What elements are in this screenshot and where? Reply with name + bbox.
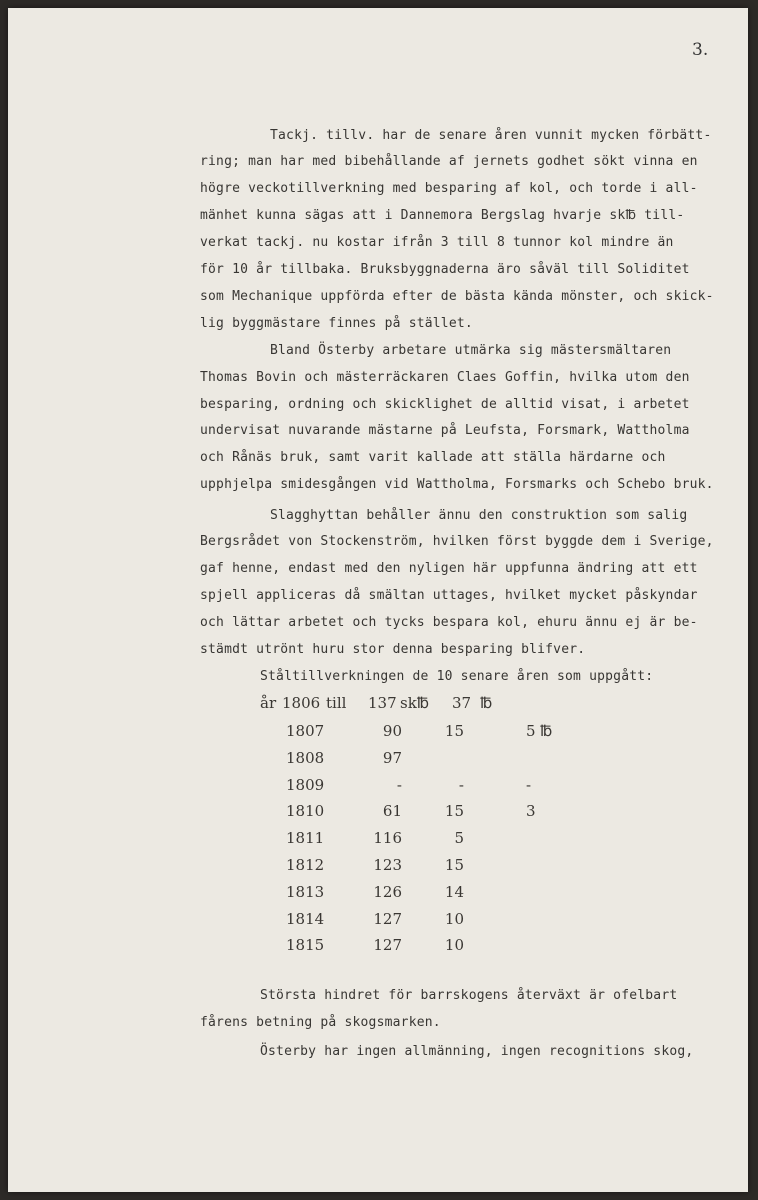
col2-cell: 37 [452, 694, 472, 712]
text-line: som Mechanique uppförda efter de bästa kända mönster, och skick- [200, 289, 714, 304]
col1-cell: 90 [382, 722, 402, 740]
text-line: Thomas Bovin och mästerräckaren Claes Goffin, hvilka utom den [200, 370, 690, 385]
text-line: och lättar arbetet och tycks bespara kol, ehuru ännu ej är be- [200, 615, 698, 630]
document-page [8, 8, 748, 1192]
year-cell: 1814 [286, 909, 325, 928]
text-line: högre veckotillverkning med besparing af kol, och torde i all- [200, 181, 698, 196]
year-cell: 1806 [282, 694, 321, 712]
col2-cell: 10 [444, 936, 464, 955]
text-line: verkat tackj. nu kostar ifrån 3 till 8 tunnor kol mindre än [200, 235, 674, 250]
range-word: till [326, 694, 347, 712]
text-line: besparing, ordning och skicklighet de alltid visat, i arbetet [200, 397, 690, 412]
text-line: undervisat nuvarande mästarne på Leufsta, Forsmark, Wattholma [200, 423, 690, 438]
text-line: mänhet kunna sägas att i Dannemora Bergslag hvarje sk℔ till- [200, 208, 685, 223]
col2-cell: 10 [444, 909, 464, 928]
col3-cell: 3 [526, 802, 536, 821]
text-line: Tackj. tillv. har de senare åren vunnit mycken förbätt- [270, 128, 712, 143]
col1-cell: 127 [373, 936, 402, 955]
text-line: Bergsrådet von Stockenström, hvilken först byggde dem i Sverige, [200, 534, 714, 549]
text-line: stämdt utrönt huru stor denna besparing blifver. [200, 642, 586, 657]
table-intro: Ståltillverkningen de 10 senare åren som uppgått: [260, 669, 654, 684]
col1-cell: 97 [382, 748, 402, 767]
unit-cell: sk℔ [400, 694, 430, 712]
unit-cell: ℔ [480, 694, 493, 712]
year-cell: 1813 [286, 882, 325, 901]
col1-cell: 123 [373, 856, 402, 874]
year-cell: 1815 [286, 936, 325, 955]
page-number: 3. [692, 40, 709, 60]
col1-cell: 127 [373, 909, 402, 928]
year-cell: 1811 [286, 829, 325, 848]
text-line: Största hindret för barrskogens återväxt är ofelbart [260, 988, 678, 1003]
year-prefix: år [260, 694, 277, 712]
col2-cell: 15 [444, 802, 464, 821]
col2-cell: - [458, 775, 464, 794]
unit-cell: ℔ [540, 722, 553, 740]
col2-cell: 14 [444, 882, 464, 901]
text-line: och Rånäs bruk, samt varit kallade att ställa härdarne och [200, 450, 666, 465]
col2-cell: 15 [444, 722, 464, 740]
text-line: Bland Österby arbetare utmärka sig mästersmältaren [270, 343, 672, 358]
text-line: spjell appliceras då smältan uttages, hvilket mycket påskyndar [200, 588, 698, 603]
text-line: Slagghyttan behåller ännu den construktion som salig [270, 508, 688, 523]
year-cell: 1808 [286, 748, 325, 767]
text-line: upphjelpa smidesgången vid Wattholma, Forsmarks och Schebo bruk. [200, 477, 714, 492]
year-cell: 1812 [286, 856, 325, 874]
text-line: lig byggmästare finnes på stället. [200, 316, 473, 331]
text-line: för 10 år tillbaka. Bruksbyggnaderna äro såväl till Soliditet [200, 262, 690, 277]
text-line: Österby har ingen allmänning, ingen recognitions skog, [260, 1044, 694, 1059]
col1-cell: 126 [373, 882, 402, 901]
year-cell: 1807 [286, 722, 325, 740]
year-cell: 1809 [286, 775, 325, 794]
col3-cell: - [526, 775, 532, 794]
col3-cell: 5 [526, 722, 536, 740]
col1-cell: 61 [382, 802, 402, 821]
col2-cell: 15 [444, 856, 464, 874]
text-line: gaf henne, endast med den nyligen här uppfunna ändring att ett [200, 561, 698, 576]
year-cell: 1810 [286, 802, 325, 821]
col1-cell: 137 [368, 694, 397, 712]
col2-cell: 5 [454, 829, 464, 848]
col1-cell: 116 [373, 829, 402, 848]
col1-cell: - [396, 775, 402, 794]
text-line: fårens betning på skogsmarken. [200, 1015, 441, 1030]
text-line: ring; man har med bibehållande af jernets godhet sökt vinna en [200, 154, 698, 169]
